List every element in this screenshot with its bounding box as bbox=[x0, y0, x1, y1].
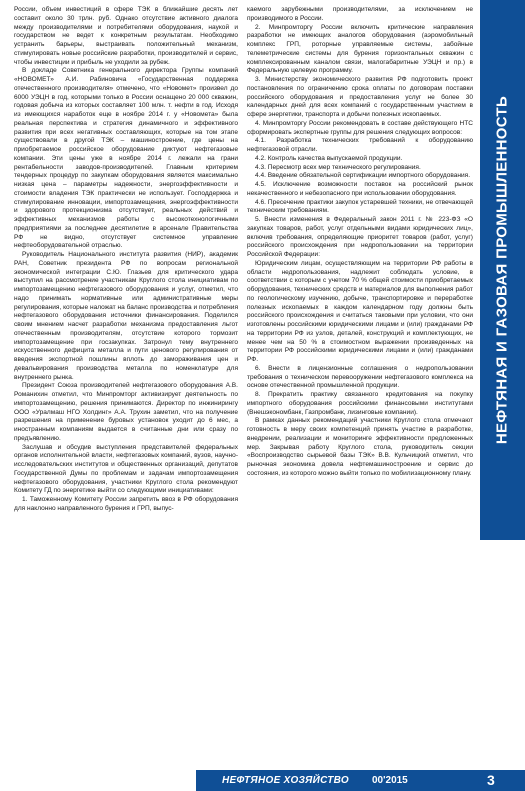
paragraph: Президент Союза производителей нефтегазового оборудования А.В. Романихин отметил, что Минпромторг активизирует деятельность по импортозамещению, решения принимаются. Директор по инжинирингу ООО «Уралмаш НГО Холдинг» А.А. Трухин заметил, что на получение разрешения на применение буровых установок уходит до 6 мес, а иностранным компаниям выдается в считанные дни или сразу по предъявлению. bbox=[14, 382, 238, 442]
page-number: 3 bbox=[487, 772, 495, 788]
paragraph: Юридическим лицам, осуществляющим на территории РФ работы в области недропользования, надлежит соблюдать условие, в соответствии с которым с учетом 70 % общей стоимости приобретаемых оборудования, технических средств и материалов для выполнения работ по геологическому изучению, добыче, транспортировке и переработке полезных ископаемых в каждом календарном году должны быть российского происхождения и считаться таковыми при условии, что они изготовлены российскими юридическими лицами и (или) гражданами РФ на территории РФ из узлов, деталей, конструкций и комплектующих, не менее чем на 50 % в стоимостном выражении произведенных на территории РФ российскими юридическими лицами и (или) гражданами РФ. bbox=[247, 259, 473, 363]
page-footer bbox=[196, 770, 525, 791]
paragraph: 4. Минпромторгу России рекомендовать в составе действующего НТС сформировать экспертные группы для решения следующих вопросов: bbox=[247, 119, 473, 136]
paragraph: 4.4. Введение обязательной сертификации импортного оборудования. bbox=[255, 172, 471, 180]
paragraph: 2. Минпромторгу России включить критические направления разработки не имеющих аналогов оборудования (аэромобильный комплекс ГРП, роторные управляемые системы, забойные телеметрические системы для бурения горизонтальных скважин с комплексированным каналом связи, малогабаритные УЭЦН и пр.) в Федеральную целевую программу. bbox=[247, 23, 473, 75]
paragraph: 4.5. Исключение возможности поставок на российский рынок некачественного и небезопасного при использовании оборудования. bbox=[247, 181, 473, 197]
paragraph: В докладе Советника генерального директора Группы компаний «НОВОМЕТ» А.И. Рабиновича «Государственная поддержка отечественного производителя» отмечено, что «Новомет» произвел до 6000 УЭЦН в год, которыми только в России оснащено 20 000 скважин, годовая добыча из которых составляет 100 млн. т. нефти в год. Исходя из имеющихся наработок еще в ноябре 2014 г. у «Новомета» была реальная перспектива и стратегия динамичного и эффективного развития при всех негативных составляющих, которые на том этапе существовали в другой ТЭК – машиностроение, где цены на приобретаемое российское оборудование диктуют нефтегазовые компании. Эти цены уже в ноябре 2014 г. лежали на грани рентабельности заводов-производителей. Главным критерием тендерных процедур по закупкам оборудования является максимально низкая цена – параметры надежности, энергоэффективности и стоимости владения ТЭК практически не использует. Господдержка и стимулирование инновации, импортозамещения, энергоэффективности и здорового протекционизма отсутствует, реальных действий и эффективных механизмов работы с высокотехнологичными предприятиями за последнее десятилетие в арсенале Правительства РФ не видно, отсутствует системное управление нефтеоборудовательной отраслью. bbox=[14, 67, 238, 250]
paragraph: 6. Внести в лицензионные соглашения о недропользовании требования о техническом перевооружении нефтегазового комплекса на основе отечественной промышленной продукции. bbox=[247, 364, 473, 390]
issue-number: 00'2015 bbox=[372, 775, 408, 786]
paragraph: Заслушав и обсудив выступления представителей федеральных органов исполнительной власти, нефтегазовых компаний, вузов, научно-исследовательских институтов и общественных организаций, депутатов Государственной Думы по проблемам и задачам импортозамещения нефтегазового оборудования, участники Круглого стола рекомендуют Комитету ГД по энергетике выйти со следующими инициативами: bbox=[14, 443, 238, 495]
paragraph: России, объем инвестиций в сфере ТЭК в ближайшие десять лет составит около 30 трлн. руб. Однако отсутствие активного диалога между производителями и потребителями оборудования, наукой и государством не ведет к конкретным результатам. Необходимо устранить барьеры, выстраивать положительный механизм, стимулировать новые российские разработки, производителей и сервис, чтобы инвестиции и прибыль не уходили за рубеж. bbox=[14, 6, 238, 66]
paragraph: каемого зарубежными производителями, за исключением не производимого в России. bbox=[247, 6, 473, 22]
paragraph: 8. Прекратить практику связанного кредитования на покупку импортного оборудования российскими финансовыми институтами (Внешэкономбанк, Газпромбанк, лизинговые компании). bbox=[247, 391, 473, 416]
article-column-right bbox=[247, 6, 473, 479]
paragraph: 4.2. Контроль качества выпускаемой продукции. bbox=[255, 154, 403, 162]
paragraph: 5. Внести изменения в Федеральный закон 2011 г. № 223-ФЗ «О закупках товаров, работ, услуг отдельными видами юридических лиц», включив требования, определяющие приоритет товаров (работ, услуг) российского происхождения при недропользовании на территории Российской Федерации: bbox=[247, 216, 473, 258]
paragraph: Руководитель Национального института развития (НИР), академик РАН, Советник президента РФ по вопросам региональной экономической интеграции С.Ю. Глазьев для критического удара выступил на рассмотрение участникам Круглого стола инициативам по импортозамещению нефтегазового оборудования и услуг, отметил, что надо принимать нормативные или административные меры регулирования, которые наложат на баланс производства и потребления нефтегазового оборудования источники финансирования. Поделился своим мнением насчет разработки механизма предоставления льгот отечественным производителям, отсутствие которого тормозит импортозамещение при госзакупках. Затронул тему внутреннего искусственного дефицита металла и пути ценового регулирования от введения экспортной пошлины вплоть до замораживания цен и девальвирования производства металла по номенклатуре для внутреннего рынка. bbox=[14, 251, 238, 381]
paragraph: 4.3. Пересмотр всех мер технического регулирования. bbox=[255, 163, 421, 171]
journal-name: НЕФТЯНОЕ ХОЗЯЙСТВО bbox=[222, 775, 349, 786]
paragraph: 3. Министерству экономического развития РФ подготовить проект постановления по ограничению срока оплаты по договорам поставки российского оборудования и предоставления услуг не более 30 календарных дней для всех компаний с государственным участием в сфере энергетики, транспорта и добычи полезных ископаемых. bbox=[247, 76, 473, 118]
paragraph: 1. Таможенному Комитету России запретить ввоз в РФ оборудования для наклонно направленного бурения и ГРП, выпус- bbox=[14, 496, 238, 512]
paragraph: 4.6. Пресечение практики закупок устаревшей техники, не отвечающей техническим требованиям. bbox=[247, 198, 473, 215]
paragraph: В рамках данных рекомендаций участники Круглого стола отмечают готовность в меру своих компетенций принять участие в разработке, внедрении, реализации и мониторинге эффективности предложенных мер. Закрывая работу Круглого стола, руководитель секции «Воспроизводство сырьевой базы ТЭК» В.В. Кульчицкий отметил, что рыночная экономика довела нефтемашиностроение и сервис до состояния, из которого можно выйти только по мобилизационному плану. bbox=[247, 417, 473, 477]
section-title: НЕФТЯНАЯ И ГАЗОВАЯ ПРОМЫШЛЕННОСТЬ bbox=[493, 95, 511, 445]
article-column-left bbox=[14, 6, 238, 514]
paragraph: 4.1. Разработка технических требований к оборудованию нефтегазовой отрасли. bbox=[247, 137, 473, 153]
